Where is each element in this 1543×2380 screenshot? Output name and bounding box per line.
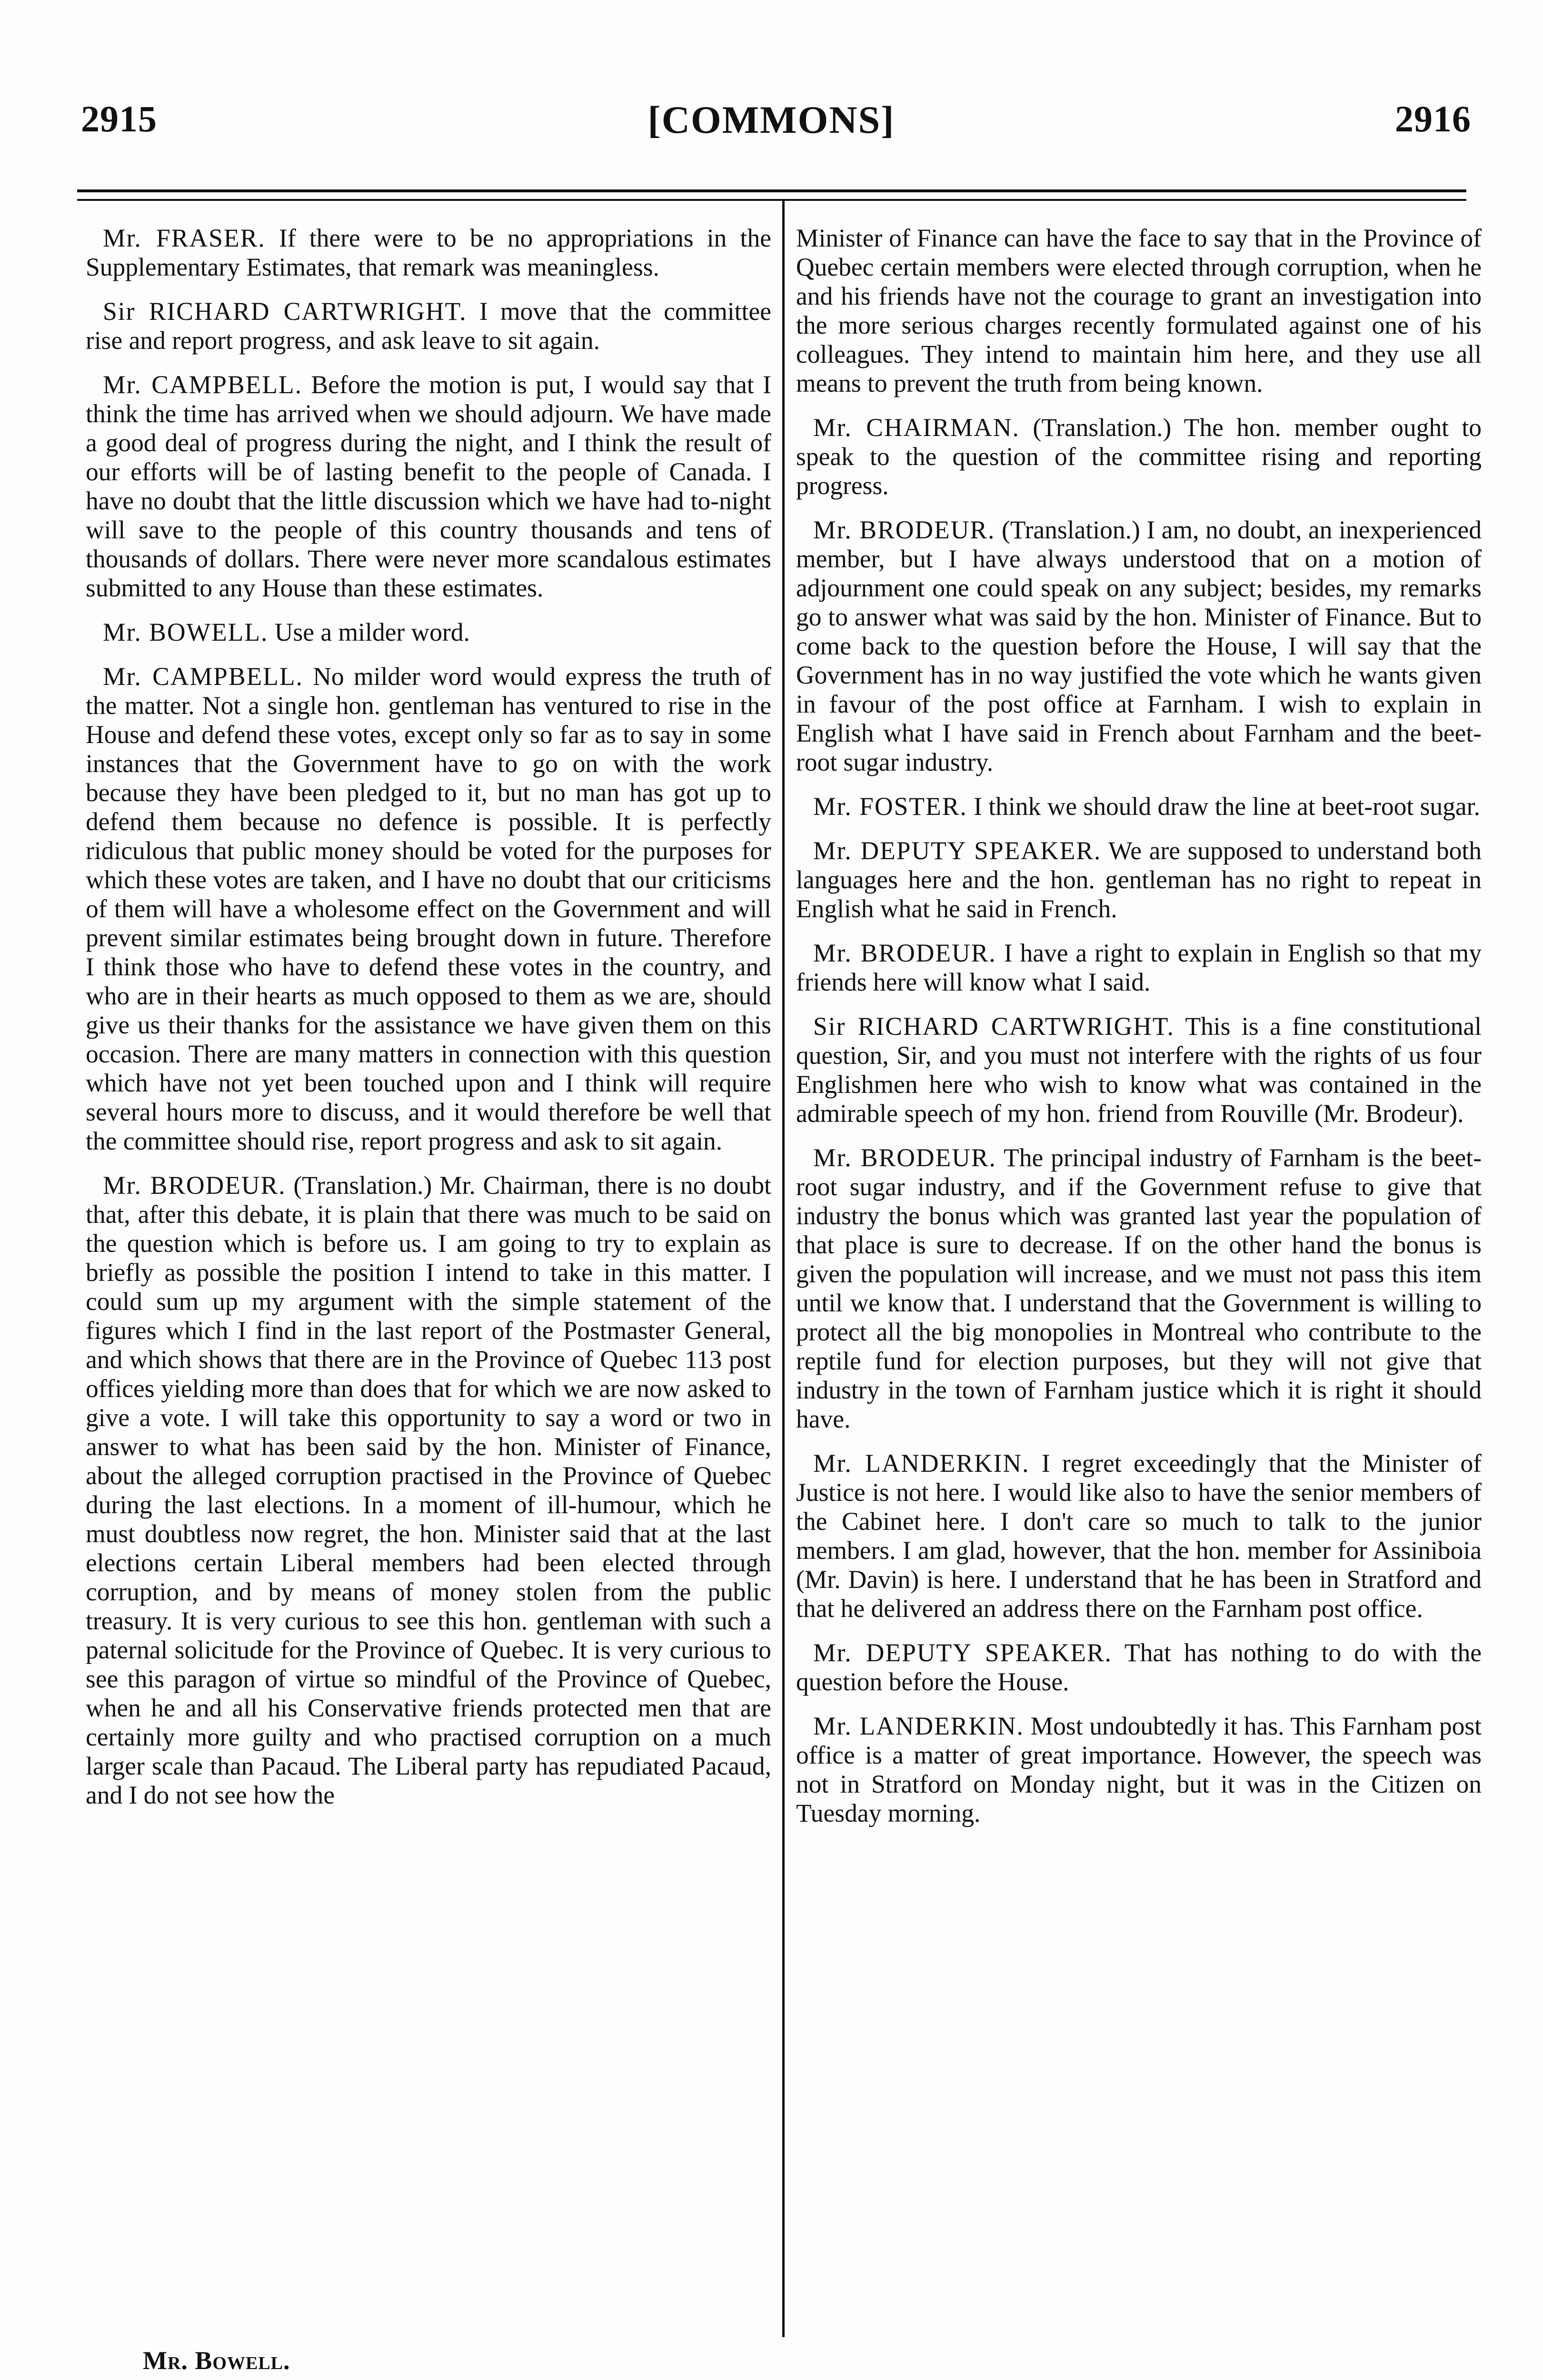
speech-paragraph-continued <box>796 224 1482 398</box>
header-rule-thick <box>77 189 1466 192</box>
speech-paragraph <box>796 1449 1482 1623</box>
speech-text: Use a milder word. <box>274 618 470 646</box>
speech-paragraph <box>796 1143 1482 1434</box>
speech-text: Before the motion is put, I would say that I think the time has arrived when we should adjourn. We have made a good deal of progress during the night, and I think the result of our efforts will be of lasting benefit to the people of Canada. I have no doubt that the little discussion which we have had to-night will save to the people of this country thousands and tens of thousands of dollars. There were never more scandalous estimates submitted to any House than these estimates. <box>86 370 771 602</box>
speaker-name: Mr. BRODEUR. <box>813 939 996 967</box>
speaker-name: Mr. FRASER. <box>103 224 266 252</box>
speaker-name: Mr. FOSTER. <box>813 792 967 821</box>
speech-paragraph <box>86 370 771 603</box>
speaker-name: Sir RICHARD CARTWRIGHT. <box>813 1012 1175 1041</box>
speaker-name: Sir RICHARD CARTWRIGHT. <box>103 297 467 326</box>
left-column <box>86 224 771 1825</box>
speaker-name: Mr. DEPUTY SPEAKER. <box>813 836 1102 865</box>
speech-paragraph <box>796 516 1482 777</box>
speaker-name: Mr. CAMPBELL. <box>103 662 303 691</box>
speech-text: (Translation.) The hon. member ought to speak to the question of the committee rising and reporting progress. <box>796 413 1482 500</box>
speech-text: This is a fine constitutional question, Sir, and you must not interfere with the rights of us four Englishmen here who wish to know what was contained in the admirable speech of my hon. friend from Rouville (Mr. Brodeur). <box>796 1012 1482 1128</box>
speech-paragraph <box>86 297 771 355</box>
speaker-name: Mr. BRODEUR. <box>813 1143 996 1172</box>
speech-paragraph <box>796 939 1482 997</box>
right-column <box>796 224 1482 1843</box>
catchword: Mr. Bowell. <box>143 2346 290 2375</box>
speech-paragraph <box>86 618 771 647</box>
speaker-name: Mr. BRODEUR. <box>103 1171 286 1200</box>
page-number-left: 2915 <box>81 98 157 139</box>
speech-text: Most undoubtedly it has. This Farnham post office is a matter of great importance. However, the speech was not in Stratford on Monday night, but it was in the Citizen on Tuesday morning. <box>796 1712 1482 1827</box>
speaker-name: Mr. CAMPBELL. <box>103 370 302 399</box>
speaker-name: Mr. DEPUTY SPEAKER. <box>813 1638 1112 1667</box>
section-title: [COMMONS] <box>647 98 895 141</box>
speech-text: I think we should draw the line at beet-root sugar. <box>974 792 1480 821</box>
speaker-name: Mr. LANDERKIN. <box>813 1712 1024 1740</box>
speech-text: (Translation.) Mr. Chairman, there is no doubt that, after this debate, it is plain that there was much to be said on the question which is before us. I am going to try to explain as briefly as possible the position I intend to take in this matter. I could sum up my argument with the simple statement of the figures which I find in the last report of the Postmaster General, and which shows that there are in the Province of Quebec 113 post offices yielding more than does that for which we are now asked to give a vote. I will take this opportunity to say a word or two in answer to what has been said by the hon. Minister of Finance, about the alleged corruption practised in the Province of Quebec during the last elections. In a moment of ill-humour, which he must doubtless now regret, the hon. Minister said that at the last elections certain Liberal members had been elected through corruption, and by means of money stolen from the public treasury. It is very curious to see this hon. gentleman with such a paternal solicitude for the Province of Quebec. It is very curious to see this paragon of virtue so mindful of the Province of Quebec, when he and all his Conservative friends protected men that are certainly more guilty and who practised corruption on a much larger scale than Pacaud. The Liberal party has repudiated Pacaud, and I do not see how the <box>86 1171 772 1809</box>
speech-paragraph <box>796 1638 1482 1696</box>
speech-paragraph <box>86 662 771 1156</box>
speaker-name: Mr. BRODEUR. <box>813 516 995 544</box>
speech-text: That has nothing to do with the question before the House. <box>796 1638 1482 1696</box>
speech-text: If there were to be no appropriations in the Supplementary Estimates, that remark was meaningless. <box>86 224 771 281</box>
speaker-name: Mr. CHAIRMAN. <box>813 413 1020 442</box>
speech-text: The principal industry of Farnham is the beet-root sugar industry, and if the Government refuse to give that industry the bonus which was granted last year the population of that place is sure to decrease. If on the other hand the bonus is given the population will increase, and we must not pass this item until we know that. I understand that the Government is willing to protect all the big monopolies in Montreal who contribute to the reptile fund for election purposes, but they will not give that industry in the town of Farnham justice which it is right it should have. <box>796 1143 1482 1433</box>
speech-paragraph <box>796 792 1482 821</box>
page-header <box>71 98 1471 169</box>
speech-paragraph <box>796 413 1482 500</box>
speech-paragraph <box>86 1171 771 1810</box>
speech-text: I have a right to explain in English so that my friends here will know what I said. <box>796 939 1482 996</box>
speech-paragraph <box>86 224 771 282</box>
column-divider <box>782 200 785 2337</box>
speech-text: Minister of Finance can have the face to say that in the Province of Quebec certain members were elected through corruption, when he and his friends have not the courage to grant an investigation into the more serious charges recently formulated against one of his colleagues. They intend to maintain him here, and they use all means to prevent the truth from being known. <box>796 224 1482 397</box>
speech-text: I move that the committee rise and report progress, and ask leave to sit again. <box>86 297 771 355</box>
speech-text: We are supposed to understand both languages here and the hon. gentleman has no right to repeat in English what he said in French. <box>796 836 1482 923</box>
speech-paragraph <box>796 1012 1482 1128</box>
speaker-name: Mr. LANDERKIN. <box>813 1449 1030 1478</box>
speech-paragraph <box>796 1712 1482 1828</box>
speech-text: I regret exceedingly that the Minister of Justice is not here. I would like also to have the senior members of the Cabinet here. I don't care so much to talk to the junior members. I am glad, however, that the hon. member for Assiniboia (Mr. Davin) is here. I understand that he has been in Stratford and that he delivered an address there on the Farnham post office. <box>796 1449 1482 1623</box>
speech-text: (Translation.) I am, no doubt, an inexperienced member, but I have always understood that on a motion of adjournment one could speak on any subject; besides, my remarks go to answer what was said by the hon. Minister of Finance. But to come back to the question before the House, I will say that the Government has in no way justified the vote which he wants given in favour of the post office at Farnham. I wish to explain in English what I have said in French about Farnham and the beet-root sugar industry. <box>796 516 1482 776</box>
header-rule-thin <box>77 199 1466 201</box>
page-number-right: 2916 <box>1395 98 1471 139</box>
speaker-name: Mr. BOWELL. <box>103 618 269 646</box>
speech-paragraph <box>796 836 1482 923</box>
speech-text: No milder word would express the truth of the matter. Not a single hon. gentleman has ventured to rise in the House and defend these votes, except only so far as to say in some instances that the Government have to go on with the work because they have been pledged to it, but no man has got up to defend them because no defence is possible. It is perfectly ridiculous that public money should be voted for the purposes for which these votes are taken, and I have no doubt that our criticisms of them will have a wholesome effect on the Government and will prevent similar estimates being brought down in future. Therefore I think those who have to defend these votes in the country, and who are in their hearts as much opposed to them as we are, should give us their thanks for the assistance we have given them on this occasion. There are many matters in connection with this question which have not yet been touched upon and I think will require several hours more to discuss, and it would therefore be well that the committee should rise, report progress and ask to sit again. <box>86 662 771 1155</box>
